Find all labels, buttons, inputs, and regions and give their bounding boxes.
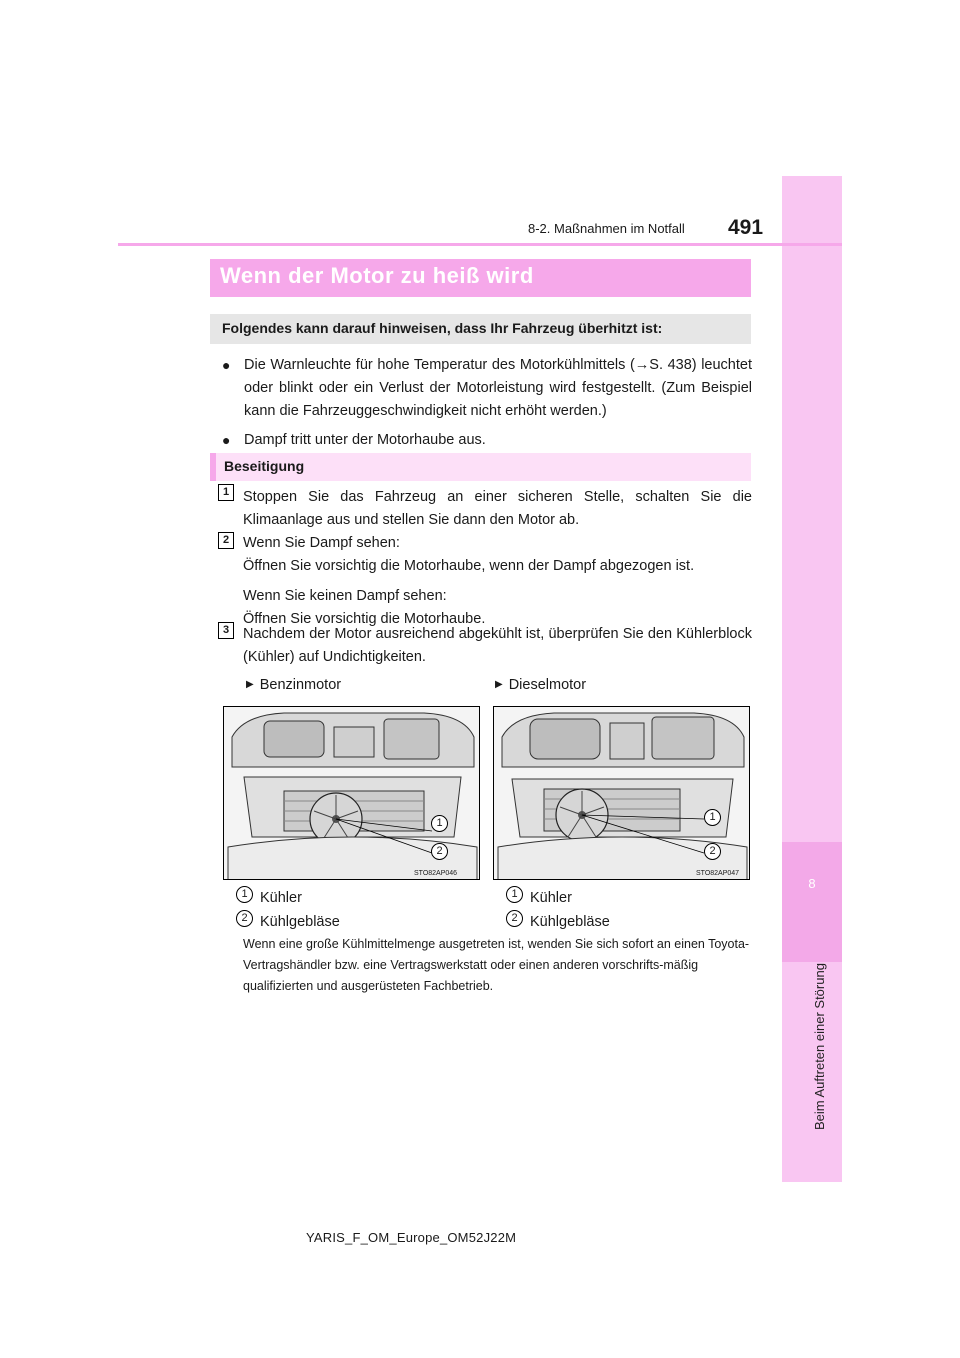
- symptoms-heading: Folgendes kann darauf hinweisen, dass Ihr Fahrzeug überhitzt ist:: [210, 314, 751, 344]
- callout-2-petrol: 2: [431, 843, 448, 860]
- page-title: Wenn der Motor zu heiß wird: [210, 259, 751, 297]
- side-tab-chapter-block: [782, 842, 842, 962]
- step-number-3: 3: [218, 622, 234, 639]
- figure-code-diesel: STO82AP047: [696, 870, 740, 877]
- remedy-heading: Beseitigung: [210, 453, 751, 481]
- legend-num-2: 2: [506, 910, 523, 927]
- callout-2-diesel: 2: [704, 843, 721, 860]
- step-2-text-d: Öffnen Sie vorsichtig die Motorhaube.: [243, 611, 486, 627]
- step-2-text-c: Wenn Sie keinen Dampf sehen:: [243, 588, 447, 604]
- legend-cooling-fan: Kühlgebläse: [260, 914, 340, 930]
- legend-num-2: 2: [236, 910, 253, 927]
- legend-cooling-fan: Kühlgebläse: [530, 914, 610, 930]
- section-title: 8-2. Maßnahmen im Notfall: [528, 221, 685, 236]
- callout-1-diesel: 1: [704, 809, 721, 826]
- legend-radiator: Kühler: [260, 890, 302, 906]
- coolant-leak-note: Wenn eine große Kühlmittelmenge ausgetreten ist, wenden Sie sich sofort an einen Toyota-Vertragshändler bzw. eine Vertragswerkstatt oder einen anderen vorschrifts-mäßig qualifizierten und ausgerüsteten Fachbetrieb.: [243, 937, 750, 993]
- chapter-title: Beim Auftreten einer Störung: [812, 963, 827, 1130]
- step-1-text: Stoppen Sie das Fahrzeug an einer sicheren Stelle, schalten Sie die Klimaanlage aus und stellen Sie dann den Motor ab.: [243, 489, 752, 528]
- figure-label-diesel: ▶ Dieselmotor: [495, 677, 587, 693]
- step-2-text-a: Wenn Sie Dampf sehen:: [243, 535, 400, 551]
- document-code: YARIS_F_OM_Europe_OM52J22M: [306, 1230, 517, 1245]
- figure-label-petrol: ▶ Benzinmotor: [246, 677, 342, 693]
- list-item: ● Dampf tritt unter der Motorhaube aus.: [222, 429, 752, 452]
- figure-code-petrol: STO82AP046: [414, 870, 458, 877]
- legend-num-1: 1: [506, 886, 523, 903]
- chapter-number: 8: [808, 876, 816, 891]
- callout-1-petrol: 1: [431, 815, 448, 832]
- symptoms-list: [222, 354, 752, 458]
- header-rule: [118, 243, 842, 246]
- list-item: ● Die Warnleuchte für hohe Temperatur des Motorkühlmittels (→S. 438) leuchtet oder blinkt oder ein Verlust der Motorleistung wird festgestellt. (Zum Beispiel kann die Fahrzeuggeschwindigkeit nicht erhöht werden.): [222, 354, 752, 423]
- triangle-right-icon: ▶: [246, 679, 254, 690]
- step-3-text: Nachdem der Motor ausreichend abgekühlt ist, überprüfen Sie den Kühlerblock (Kühler) auf Undichtigkeiten.: [243, 626, 752, 665]
- legend-radiator: Kühler: [530, 890, 572, 906]
- triangle-right-icon: ▶: [495, 679, 503, 690]
- page-number: 491: [728, 216, 764, 239]
- legend-num-1: 1: [236, 886, 253, 903]
- step-2-text-b: Öffnen Sie vorsichtig die Motorhaube, wenn der Dampf abgezogen ist.: [243, 558, 695, 574]
- step-number-2: 2: [218, 532, 234, 549]
- step-number-1: 1: [218, 484, 234, 501]
